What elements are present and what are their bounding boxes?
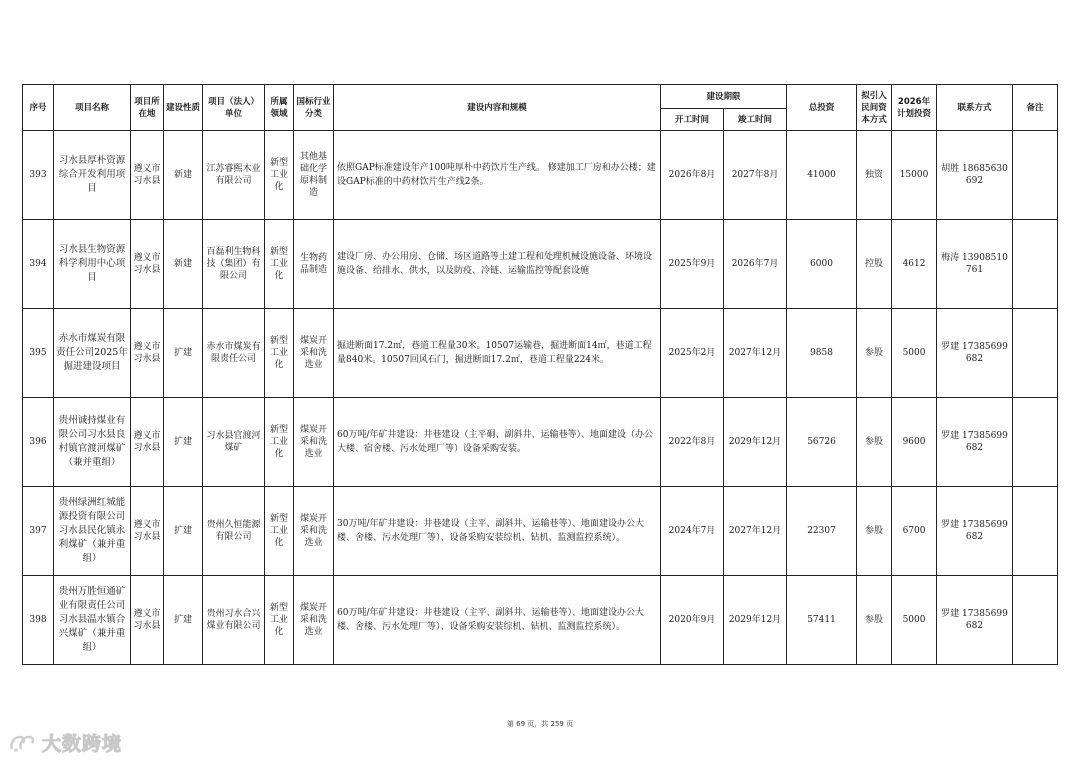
cell-total: 57411 [787,576,857,665]
cell-name: 习水县生物资源科学利用中心项目 [54,220,131,309]
cell-start: 2024年7月 [661,487,724,576]
header-location: 项目所在地 [131,85,164,131]
cell-unit: 百磊利生物科技（集团）有限公司 [203,220,265,309]
header-domain: 所属领域 [265,85,294,131]
cell-seq: 394 [23,220,54,309]
cell-contact: 罗建 17385699682 [937,576,1013,665]
cell-remark [1013,576,1058,665]
cell-content: 掘进断面17.2㎡，巷道工程量30米。10507运输巷，掘进断面14㎡，巷道工程量840米。10507回风石门，掘进断面17.2㎡，巷道工程量224米。 [334,309,661,398]
cell-capital: 独资 [857,131,892,220]
cell-capital: 参股 [857,309,892,398]
cell-end: 2026年7月 [724,220,787,309]
cell-remark [1013,131,1058,220]
header-unit: 项目（法人）单位 [203,85,265,131]
table-row [23,398,1058,487]
header-start: 开工时间 [661,109,724,131]
watermark-text: 大数跨境 [42,733,123,755]
cell-nature: 新建 [164,220,203,309]
cell-plan2026: 15000 [892,131,937,220]
table-row [23,220,1058,309]
cell-location: 遵义市习水县 [131,131,164,220]
header-remark: 备注 [1013,85,1058,131]
cell-unit: 贵州久恒能源有限公司 [203,487,265,576]
cell-remark [1013,220,1058,309]
watermark [8,729,122,756]
cell-seq: 395 [23,309,54,398]
cell-capital: 控股 [857,220,892,309]
cell-unit: 江苏睿熙木业有限公司 [203,131,265,220]
cell-start: 2022年8月 [661,398,724,487]
cell-contact: 罗建 17385699682 [937,487,1013,576]
cell-industry: 煤炭开采和洗选业 [294,487,334,576]
header-end: 竣工时间 [724,109,787,131]
cell-name: 习水县厚朴资源综合开发利用项目 [54,131,131,220]
cell-plan2026: 5000 [892,309,937,398]
header-row-1 [23,85,1058,109]
cell-domain: 新型工业化 [265,309,294,398]
cell-plan2026: 9600 [892,398,937,487]
cell-end: 2027年12月 [724,487,787,576]
table-body [23,131,1058,665]
cell-content: 30万吨/年矿井建设：井巷建设（主平、副斜井、运输巷等）、地面建设办公大楼、舍楼、污水处理厂等）、设备采购安装综机、钻机、监测监控系统）。 [334,487,661,576]
cell-remark [1013,309,1058,398]
table-row [23,131,1058,220]
cell-name: 贵州诚持煤业有限公司习水县良村镇官渡河煤矿（兼并重组） [54,398,131,487]
cell-seq: 397 [23,487,54,576]
cell-content: 建设厂房、办公用房、仓储、场区道路等土建工程和处理机械设施设备、环境设施设备、给排水、供水，以及防疫、冷链、运输监控等配套设施 [334,220,661,309]
table-row [23,487,1058,576]
watermark-logo-icon [8,731,38,755]
cell-seq: 396 [23,398,54,487]
cell-location: 遵义市习水县 [131,487,164,576]
cell-total: 41000 [787,131,857,220]
header-plan2026: 2026年计划投资 [892,85,937,131]
cell-seq: 398 [23,576,54,665]
cell-nature: 扩建 [164,309,203,398]
cell-end: 2027年12月 [724,309,787,398]
header-industry: 国标行业分类 [294,85,334,131]
cell-contact: 胡胜 18685630692 [937,131,1013,220]
cell-end: 2027年8月 [724,131,787,220]
cell-location: 遵义市习水县 [131,576,164,665]
cell-nature: 扩建 [164,576,203,665]
header-period: 建设期限 [661,85,787,109]
cell-total: 22307 [787,487,857,576]
cell-seq: 393 [23,131,54,220]
cell-industry: 生物药品制造 [294,220,334,309]
cell-domain: 新型工业化 [265,487,294,576]
cell-end: 2029年12月 [724,576,787,665]
cell-industry: 煤炭开采和洗选业 [294,398,334,487]
cell-total: 9858 [787,309,857,398]
cell-nature: 扩建 [164,487,203,576]
cell-unit: 赤水市煤炭有限责任公司 [203,309,265,398]
cell-start: 2025年2月 [661,309,724,398]
cell-total: 56726 [787,398,857,487]
cell-location: 遵义市习水县 [131,398,164,487]
cell-domain: 新型工业化 [265,576,294,665]
cell-nature: 新建 [164,131,203,220]
cell-contact: 罗建 17385699682 [937,398,1013,487]
cell-start: 2026年8月 [661,131,724,220]
cell-name: 贵州绿洲红城能源投资有限公司习水县民化镇永利煤矿（兼并重组） [54,487,131,576]
cell-plan2026: 4612 [892,220,937,309]
cell-remark [1013,398,1058,487]
cell-industry: 其他基础化学原料制造 [294,131,334,220]
cell-remark [1013,487,1058,576]
table-row [23,576,1058,665]
cell-industry: 煤炭开采和洗选业 [294,309,334,398]
cell-capital: 参股 [857,576,892,665]
cell-end: 2029年12月 [724,398,787,487]
cell-location: 遵义市习水县 [131,220,164,309]
header-content: 建设内容和规模 [334,85,661,131]
cell-name: 赤水市煤炭有限责任公司2025年掘进建设项目 [54,309,131,398]
header-contact: 联系方式 [937,85,1013,131]
cell-industry: 煤炭开采和洗选业 [294,576,334,665]
cell-total: 6000 [787,220,857,309]
cell-content: 60万吨/年矿井建设：井巷建设（主平硐、副斜井、运输巷等）、地面建设（办公大楼、宿舍楼、污水处理厂等）设备采购安装。 [334,398,661,487]
cell-location: 遵义市习水县 [131,309,164,398]
cell-content: 60万吨/年矿井建设：井巷建设（主平、副斜井、运输巷等）、地面建设办公大楼、舍楼、污水处理厂等）、设备采购安装综机、钻机、监测监控系统）。 [334,576,661,665]
header-nature: 建设性质 [164,85,203,131]
cell-content: 依照GAP标准建设年产100吨厚朴中药饮片生产线。 修建加工厂房和办公楼；建设GAP标准的中药材饮片生产线2条。 [334,131,661,220]
cell-name: 贵州万胜恒通矿业有限责任公司习水县温水镇合兴煤矿（兼并重组） [54,576,131,665]
cell-nature: 扩建 [164,398,203,487]
cell-domain: 新型工业化 [265,131,294,220]
project-table [22,84,1058,665]
cell-contact: 梅涛 13908510761 [937,220,1013,309]
cell-capital: 参股 [857,398,892,487]
header-capital: 拟引入民间资本方式 [857,85,892,131]
table-row [23,309,1058,398]
header-name: 项目名称 [54,85,131,131]
cell-unit: 贵州习水合兴煤业有限公司 [203,576,265,665]
cell-domain: 新型工业化 [265,220,294,309]
cell-domain: 新型工业化 [265,398,294,487]
cell-plan2026: 6700 [892,487,937,576]
cell-unit: 习水县官渡河煤矿 [203,398,265,487]
header-total: 总投资 [787,85,857,131]
cell-contact: 罗建 17385699682 [937,309,1013,398]
header-seq: 序号 [23,85,54,131]
cell-capital: 参股 [857,487,892,576]
cell-start: 2020年9月 [661,576,724,665]
page-footer: 第 69 页，共 259 页 [506,720,574,728]
cell-start: 2025年9月 [661,220,724,309]
cell-plan2026: 5000 [892,576,937,665]
